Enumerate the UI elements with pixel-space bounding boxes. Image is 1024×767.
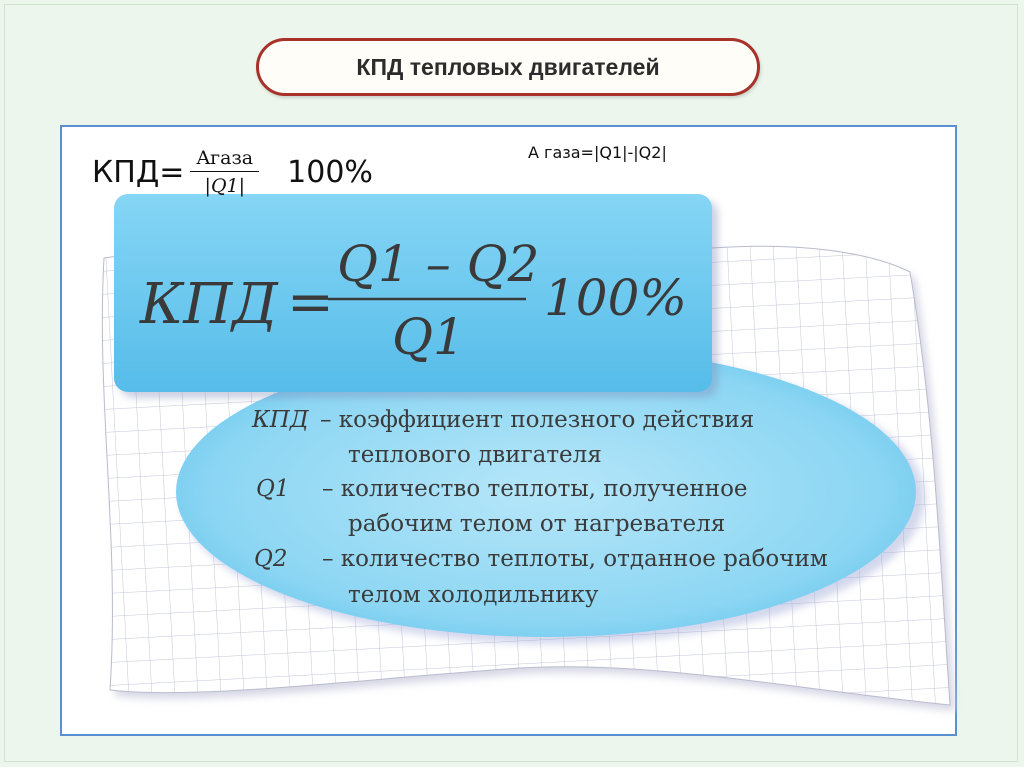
typed-efficiency-formula [92, 132, 373, 212]
def-kpd-line1: – коэффициент полезного действия [320, 407, 755, 433]
def-q1-line2: рабочим телом от нагревателя [348, 511, 726, 537]
formula-equals: = [287, 270, 334, 335]
typed-formula-fraction [190, 147, 259, 197]
typed-formula-numerator: Aгаза [190, 147, 259, 172]
typed-formula-lhs: КПД= [92, 154, 185, 190]
def-kpd-symbol: КПД [252, 407, 309, 433]
typed-formula-percent: 100% [287, 154, 373, 190]
slide-title: КПД тепловых двигателей [356, 53, 660, 80]
gas-work-formula: А газа=|Q1|-|Q2| [528, 143, 667, 162]
def-q2-line2: телом холодильнику [348, 582, 599, 608]
formula-percent: 100% [544, 269, 687, 327]
formula-denominator: Q1 [392, 308, 465, 366]
formula-numerator: Q1 – Q2 [337, 235, 540, 293]
def-q2-line1: – количество теплоты, отданное рабочим [322, 546, 828, 572]
def-q2-symbol: Q2 [254, 546, 288, 572]
formula-kpd: КПД [140, 272, 278, 337]
def-kpd-line2: теплового двигателя [348, 442, 602, 468]
def-q1-symbol: Q1 [256, 476, 290, 502]
typed-formula-denominator: |Q1| [204, 175, 246, 197]
def-q1-line1: – количество теплоты, полученное [322, 476, 748, 502]
